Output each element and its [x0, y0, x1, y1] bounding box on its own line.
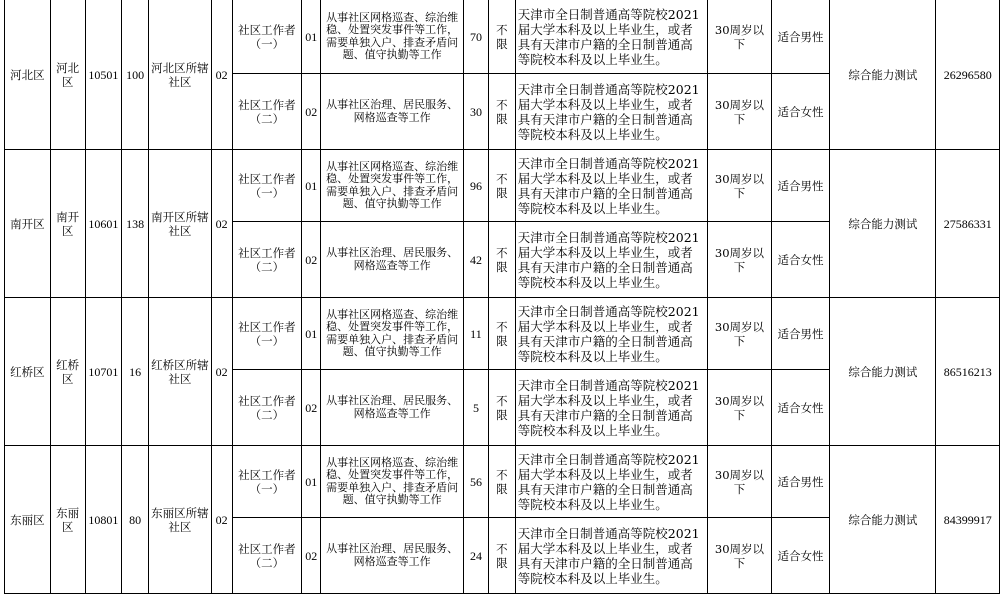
- dept-code-cell: 02: [211, 150, 232, 298]
- hire-count-cell: 24: [464, 518, 489, 594]
- major-cell: 不限: [488, 298, 515, 370]
- exam-cell: 综合能力测试: [830, 446, 936, 594]
- position-no-cell: 01: [302, 0, 321, 74]
- position-name-cell: 社区工作者（二）: [232, 74, 302, 150]
- unit-cell: 河北区: [50, 0, 85, 150]
- unit-cell: 东丽区: [50, 446, 85, 594]
- position-no-cell: 02: [302, 370, 321, 446]
- dept-code-cell: 02: [211, 0, 232, 150]
- position-no-cell: 01: [302, 298, 321, 370]
- position-no-cell: 01: [302, 150, 321, 222]
- requirement-cell: 天津市全日制普通高等院校2021届大学本科及以上毕业生，或者具有天津市户籍的全日制普通高等院校本科及以上毕业生。: [515, 370, 707, 446]
- phone-cell: 27586331: [936, 150, 1000, 298]
- dept-code-cell: 02: [211, 298, 232, 446]
- position-name-cell: 社区工作者（一）: [232, 150, 302, 222]
- position-name-cell: 社区工作者（二）: [232, 518, 302, 594]
- major-cell: 不限: [488, 222, 515, 298]
- age-cell: 30周岁以下: [708, 0, 772, 74]
- duty-cell: 从事社区网格巡查、综治维稳、处置突发事件等工作，需要单独入户、排查矛盾问题、值守执勤等工作: [321, 0, 464, 74]
- major-cell: 不限: [488, 370, 515, 446]
- total-count-cell: 16: [122, 298, 149, 446]
- position-no-cell: 01: [302, 446, 321, 518]
- age-cell: 30周岁以下: [708, 518, 772, 594]
- dept-cell: 红桥区所辖社区: [149, 298, 212, 446]
- position-name-cell: 社区工作者（一）: [232, 298, 302, 370]
- hire-count-cell: 11: [464, 298, 489, 370]
- table-row: [5, 0, 1000, 74]
- requirement-cell: 天津市全日制普通高等院校2021届大学本科及以上毕业生，或者具有天津市户籍的全日制普通高等院校本科及以上毕业生。: [515, 0, 707, 74]
- phone-cell: 26296580: [936, 0, 1000, 150]
- hire-count-cell: 30: [464, 74, 489, 150]
- exam-cell: 综合能力测试: [830, 150, 936, 298]
- position-no-cell: 02: [302, 222, 321, 298]
- major-cell: 不限: [488, 0, 515, 74]
- position-name-cell: 社区工作者（二）: [232, 370, 302, 446]
- unit-code-cell: 10701: [85, 298, 122, 446]
- note-cell: 适合男性: [771, 446, 830, 518]
- hire-count-cell: 70: [464, 0, 489, 74]
- requirement-cell: 天津市全日制普通高等院校2021届大学本科及以上毕业生，或者具有天津市户籍的全日制普通高等院校本科及以上毕业生。: [515, 74, 707, 150]
- duty-cell: 从事社区治理、居民服务、网格巡查等工作: [321, 222, 464, 298]
- hire-count-cell: 96: [464, 150, 489, 222]
- requirement-cell: 天津市全日制普通高等院校2021届大学本科及以上毕业生，或者具有天津市户籍的全日制普通高等院校本科及以上毕业生。: [515, 518, 707, 594]
- hire-count-cell: 42: [464, 222, 489, 298]
- requirement-cell: 天津市全日制普通高等院校2021届大学本科及以上毕业生，或者具有天津市户籍的全日制普通高等院校本科及以上毕业生。: [515, 446, 707, 518]
- position-name-cell: 社区工作者（二）: [232, 222, 302, 298]
- phone-cell: 84399917: [936, 446, 1000, 594]
- note-cell: 适合女性: [771, 370, 830, 446]
- duty-cell: 从事社区网格巡查、综治维稳、处置突发事件等工作，需要单独入户、排查矛盾问题、值守执勤等工作: [321, 150, 464, 222]
- major-cell: 不限: [488, 518, 515, 594]
- requirement-cell: 天津市全日制普通高等院校2021届大学本科及以上毕业生，或者具有天津市户籍的全日制普通高等院校本科及以上毕业生。: [515, 298, 707, 370]
- major-cell: 不限: [488, 74, 515, 150]
- age-cell: 30周岁以下: [708, 74, 772, 150]
- dept-code-cell: 02: [211, 446, 232, 594]
- district-cell: 红桥区: [5, 298, 51, 446]
- age-cell: 30周岁以下: [708, 222, 772, 298]
- unit-cell: 南开区: [50, 150, 85, 298]
- phone-cell: 86516213: [936, 298, 1000, 446]
- note-cell: 适合男性: [771, 0, 830, 74]
- age-cell: 30周岁以下: [708, 370, 772, 446]
- exam-cell: 综合能力测试: [830, 0, 936, 150]
- dept-cell: 东丽区所辖社区: [149, 446, 212, 594]
- total-count-cell: 138: [122, 150, 149, 298]
- note-cell: 适合女性: [771, 222, 830, 298]
- position-no-cell: 02: [302, 518, 321, 594]
- major-cell: 不限: [488, 446, 515, 518]
- position-name-cell: 社区工作者（一）: [232, 446, 302, 518]
- table-row: [5, 446, 1000, 518]
- table-row: [5, 298, 1000, 370]
- total-count-cell: 80: [122, 446, 149, 594]
- note-cell: 适合女性: [771, 518, 830, 594]
- dept-cell: 河北区所辖社区: [149, 0, 212, 150]
- unit-cell: 红桥区: [50, 298, 85, 446]
- unit-code-cell: 10801: [85, 446, 122, 594]
- position-no-cell: 02: [302, 74, 321, 150]
- age-cell: 30周岁以下: [708, 150, 772, 222]
- note-cell: 适合男性: [771, 298, 830, 370]
- hire-count-cell: 56: [464, 446, 489, 518]
- duty-cell: 从事社区治理、居民服务、网格巡查等工作: [321, 74, 464, 150]
- note-cell: 适合女性: [771, 74, 830, 150]
- requirement-cell: 天津市全日制普通高等院校2021届大学本科及以上毕业生，或者具有天津市户籍的全日制普通高等院校本科及以上毕业生。: [515, 150, 707, 222]
- hire-count-cell: 5: [464, 370, 489, 446]
- table-row: [5, 150, 1000, 222]
- duty-cell: 从事社区网格巡查、综治维稳、处置突发事件等工作，需要单独入户、排查矛盾问题、值守执勤等工作: [321, 446, 464, 518]
- position-name-cell: 社区工作者（一）: [232, 0, 302, 74]
- district-cell: 南开区: [5, 150, 51, 298]
- district-cell: 东丽区: [5, 446, 51, 594]
- unit-code-cell: 10601: [85, 150, 122, 298]
- recruitment-table: [4, 0, 1000, 594]
- unit-code-cell: 10501: [85, 0, 122, 150]
- dept-cell: 南开区所辖社区: [149, 150, 212, 298]
- requirement-cell: 天津市全日制普通高等院校2021届大学本科及以上毕业生，或者具有天津市户籍的全日制普通高等院校本科及以上毕业生。: [515, 222, 707, 298]
- exam-cell: 综合能力测试: [830, 298, 936, 446]
- note-cell: 适合男性: [771, 150, 830, 222]
- district-cell: 河北区: [5, 0, 51, 150]
- major-cell: 不限: [488, 150, 515, 222]
- age-cell: 30周岁以下: [708, 446, 772, 518]
- duty-cell: 从事社区治理、居民服务、网格巡查等工作: [321, 370, 464, 446]
- total-count-cell: 100: [122, 0, 149, 150]
- duty-cell: 从事社区治理、居民服务、网格巡查等工作: [321, 518, 464, 594]
- age-cell: 30周岁以下: [708, 298, 772, 370]
- duty-cell: 从事社区网格巡查、综治维稳、处置突发事件等工作，需要单独入户、排查矛盾问题、值守执勤等工作: [321, 298, 464, 370]
